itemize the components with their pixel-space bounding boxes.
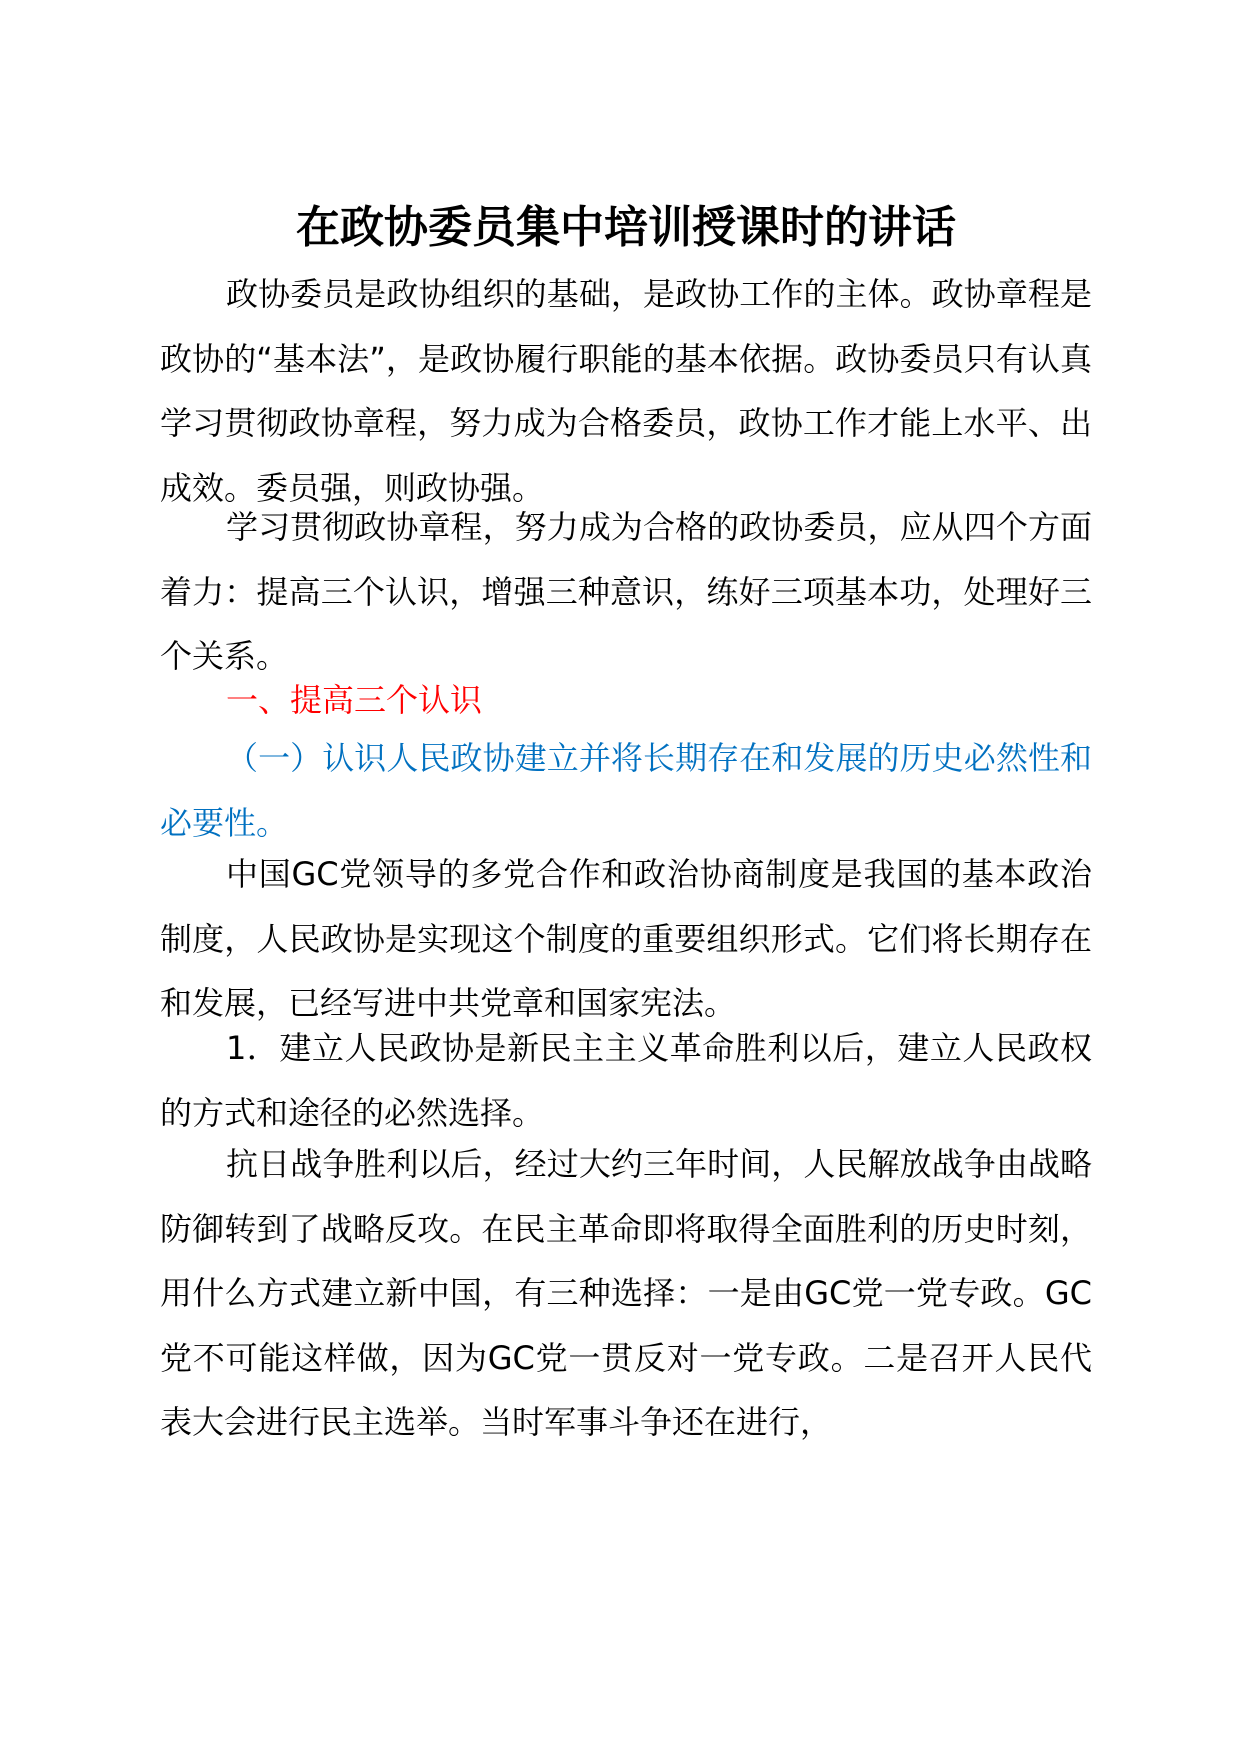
paragraph-history: 抗日战争胜利以后，经过大约三年时间，人民解放战争由战略防御转到了战略反攻。在民主革命即将取得全面胜利的历史时刻，用什么方式建立新中国，有三种选择：一是由GC党一党专政。GC党不可能这样做，因为GC党一贯反对一党专政。二是召开人民代表大会进行民主选举。当时军事斗争还在进行， [160, 1145, 1092, 1441]
paragraph-basic-system: 中国GC党领导的多党合作和政治协商制度是我国的基本政治制度，人民政协是实现这个制度的重要组织形式。它们将长期存在和发展，已经写进中共党章和国家宪法。 [160, 855, 1092, 1022]
document-title: 在政协委员集中培训授课时的讲话 [296, 202, 956, 253]
section-heading-1: 一、提高三个认识 [226, 681, 483, 719]
paragraph-intro: 政协委员是政协组织的基础，是政协工作的主体。政协章程是政协的“基本法”，是政协履行职能的基本依据。政协委员只有认真学习贯彻政协章程，努力成为合格委员，政协工作才能上水平、出成效。委员强，则政协强。 [160, 275, 1092, 507]
paragraph-four-aspects: 学习贯彻政协章程，努力成为合格的政协委员，应从四个方面着力：提高三个认识，增强三种意识，练好三项基本功，处理好三个关系。 [160, 508, 1092, 675]
subsection-heading-1: （一）认识人民政协建立并将长期存在和发展的历史必然性和必要性。 [160, 739, 1092, 842]
paragraph-point-1: 1．建立人民政协是新民主主义革命胜利以后，建立人民政权的方式和途径的必然选择。 [160, 1029, 1092, 1132]
